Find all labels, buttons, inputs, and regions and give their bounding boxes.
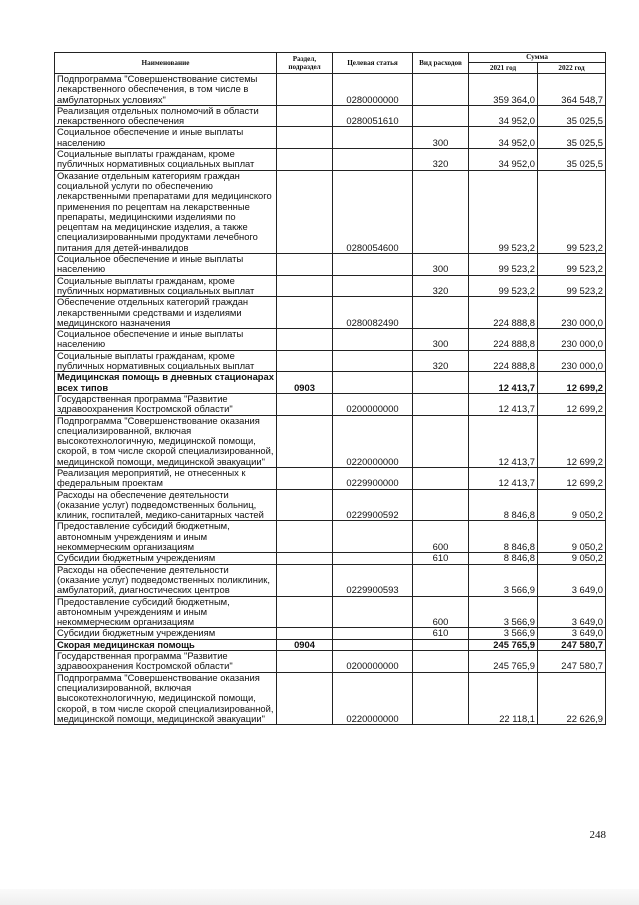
row-target	[333, 329, 413, 351]
row-section	[277, 74, 333, 106]
row-sum-2021: 34 952,0	[469, 127, 538, 149]
table-row	[55, 521, 606, 553]
row-section	[277, 415, 333, 467]
table-row	[55, 393, 606, 415]
table-header	[55, 53, 606, 74]
row-target: 0220000000	[333, 415, 413, 467]
table-row	[55, 170, 606, 253]
row-name: Социальное обеспечение и иные выплаты населению	[55, 329, 277, 351]
row-type: 300	[413, 254, 469, 276]
table-row	[55, 467, 606, 489]
row-sum-2022: 9 050,2	[538, 553, 606, 564]
row-target: 0229900593	[333, 564, 413, 596]
row-name: Предоставление субсидий бюджетным, автономным учреждениям и иным некоммерческим организациям	[55, 596, 277, 628]
row-section	[277, 275, 333, 297]
table-row	[55, 628, 606, 639]
row-type	[413, 639, 469, 650]
row-section	[277, 127, 333, 149]
row-sum-2022: 12 699,2	[538, 467, 606, 489]
row-type: 300	[413, 329, 469, 351]
row-section	[277, 149, 333, 171]
row-name: Социальные выплаты гражданам, кроме публичных нормативных социальных выплат	[55, 149, 277, 171]
row-sum-2022: 3 649,0	[538, 564, 606, 596]
row-sum-2022: 230 000,0	[538, 350, 606, 372]
row-sum-2021: 245 765,9	[469, 651, 538, 673]
row-type	[413, 105, 469, 127]
row-section	[277, 467, 333, 489]
row-name: Реализация отдельных полномочий в области лекарственного обеспечения	[55, 105, 277, 127]
row-target	[333, 350, 413, 372]
row-section	[277, 489, 333, 521]
row-target: 0220000000	[333, 672, 413, 724]
budget-sheet	[54, 52, 605, 725]
row-target: 0280000000	[333, 74, 413, 106]
row-sum-2022: 22 626,9	[538, 672, 606, 724]
budget-table	[54, 52, 606, 725]
row-type: 600	[413, 596, 469, 628]
row-type	[413, 170, 469, 253]
row-sum-2021: 34 952,0	[469, 149, 538, 171]
header-section: Раздел, подраздел	[277, 53, 333, 74]
row-section	[277, 596, 333, 628]
row-type: 600	[413, 521, 469, 553]
row-target	[333, 149, 413, 171]
scan-bottom-edge	[0, 889, 639, 905]
header-target: Целевая статья	[333, 53, 413, 74]
row-sum-2021: 3 566,9	[469, 628, 538, 639]
table-row	[55, 372, 606, 394]
row-target	[333, 127, 413, 149]
row-name: Скорая медицинская помощь	[55, 639, 277, 650]
row-type: 320	[413, 149, 469, 171]
row-type: 610	[413, 553, 469, 564]
row-section: 0903	[277, 372, 333, 394]
row-type: 300	[413, 127, 469, 149]
row-sum-2022: 99 523,2	[538, 254, 606, 276]
row-sum-2022: 35 025,5	[538, 149, 606, 171]
row-section	[277, 254, 333, 276]
row-section	[277, 672, 333, 724]
row-name: Подпрограмма "Совершенствование оказания специализированной, включая высокотехнологичную, медицинской помощи, скорой, в том числе скорой специализированной, медицинской помощи, медицинской эвакуации"	[55, 672, 277, 724]
table-row	[55, 297, 606, 329]
row-type	[413, 467, 469, 489]
row-target: 0280054600	[333, 170, 413, 253]
row-sum-2021: 12 413,7	[469, 415, 538, 467]
row-target: 0280051610	[333, 105, 413, 127]
row-sum-2022: 12 699,2	[538, 393, 606, 415]
table-row	[55, 564, 606, 596]
row-name: Реализация мероприятий, не отнесенных к федеральным проектам	[55, 467, 277, 489]
row-name: Оказание отдельным категориям граждан социальной услуги по обеспечению лекарственными препаратами для медицинского применения по рецептам на лекарственные препараты, медицинскими изделиями по рецептам на медицинские изделия, а также специализированными продуктами лечебного питания для детей-инвалидов	[55, 170, 277, 253]
row-sum-2022: 247 580,7	[538, 639, 606, 650]
header-sum: Сумма	[469, 53, 606, 63]
row-type: 610	[413, 628, 469, 639]
row-sum-2021: 3 566,9	[469, 596, 538, 628]
row-section	[277, 297, 333, 329]
row-sum-2021: 34 952,0	[469, 105, 538, 127]
row-sum-2021: 99 523,2	[469, 275, 538, 297]
row-sum-2022: 364 548,7	[538, 74, 606, 106]
row-name: Расходы на обеспечение деятельности (оказание услуг) подведомственных поликлиник, амбулаторий, диагностических центров	[55, 564, 277, 596]
row-type	[413, 489, 469, 521]
row-type	[413, 393, 469, 415]
row-sum-2021: 8 846,8	[469, 553, 538, 564]
row-name: Социальные выплаты гражданам, кроме публичных нормативных социальных выплат	[55, 275, 277, 297]
row-name: Социальные выплаты гражданам, кроме публичных нормативных социальных выплат	[55, 350, 277, 372]
table-row	[55, 596, 606, 628]
header-name: Наименование	[55, 53, 277, 74]
row-type	[413, 372, 469, 394]
row-name: Расходы на обеспечение деятельности (оказание услуг) подведомственных больниц, клиник, госпиталей, медико-санитарных частей	[55, 489, 277, 521]
table-row	[55, 639, 606, 650]
row-sum-2021: 245 765,9	[469, 639, 538, 650]
row-name: Государственная программа "Развитие здравоохранения Костромской области"	[55, 393, 277, 415]
table-row	[55, 489, 606, 521]
table-row	[55, 651, 606, 673]
table-row	[55, 350, 606, 372]
row-sum-2021: 8 846,8	[469, 521, 538, 553]
row-sum-2022: 230 000,0	[538, 329, 606, 351]
table-body	[55, 74, 606, 725]
row-section	[277, 105, 333, 127]
row-target: 0200000000	[333, 651, 413, 673]
row-sum-2022: 230 000,0	[538, 297, 606, 329]
row-target	[333, 639, 413, 650]
row-section	[277, 521, 333, 553]
row-target	[333, 254, 413, 276]
row-section	[277, 553, 333, 564]
page-number: 248	[589, 829, 606, 841]
row-section	[277, 393, 333, 415]
row-section	[277, 628, 333, 639]
row-sum-2021: 359 364,0	[469, 74, 538, 106]
row-sum-2022: 12 699,2	[538, 372, 606, 394]
row-sum-2021: 224 888,8	[469, 297, 538, 329]
row-sum-2021: 8 846,8	[469, 489, 538, 521]
table-row	[55, 254, 606, 276]
row-type: 320	[413, 350, 469, 372]
row-name: Государственная программа "Развитие здравоохранения Костромской области"	[55, 651, 277, 673]
row-name: Медицинская помощь в дневных стационарах всех типов	[55, 372, 277, 394]
row-target: 0229900592	[333, 489, 413, 521]
row-type: 320	[413, 275, 469, 297]
row-sum-2022: 35 025,5	[538, 105, 606, 127]
row-type	[413, 297, 469, 329]
row-name: Подпрограмма "Совершенствование системы лекарственного обеспечения, в том числе в амбулаторных условиях"	[55, 74, 277, 106]
row-type	[413, 564, 469, 596]
table-row	[55, 672, 606, 724]
table-row	[55, 329, 606, 351]
header-year-2021: 2021 год	[469, 63, 538, 74]
row-sum-2022: 247 580,7	[538, 651, 606, 673]
row-target	[333, 553, 413, 564]
row-name: Субсидии бюджетным учреждениям	[55, 628, 277, 639]
row-name: Предоставление субсидий бюджетным, автономным учреждениям и иным некоммерческим организациям	[55, 521, 277, 553]
row-section	[277, 170, 333, 253]
row-target	[333, 275, 413, 297]
table-row	[55, 553, 606, 564]
row-section	[277, 350, 333, 372]
row-sum-2022: 12 699,2	[538, 415, 606, 467]
table-row	[55, 74, 606, 106]
table-row	[55, 105, 606, 127]
row-target	[333, 372, 413, 394]
row-type	[413, 74, 469, 106]
row-section	[277, 564, 333, 596]
table-row	[55, 275, 606, 297]
row-name: Социальное обеспечение и иные выплаты населению	[55, 254, 277, 276]
row-sum-2022: 35 025,5	[538, 127, 606, 149]
row-type	[413, 415, 469, 467]
row-target	[333, 596, 413, 628]
row-sum-2021: 12 413,7	[469, 393, 538, 415]
row-sum-2022: 3 649,0	[538, 628, 606, 639]
row-sum-2022: 99 523,2	[538, 170, 606, 253]
row-name: Социальное обеспечение и иные выплаты населению	[55, 127, 277, 149]
row-sum-2021: 224 888,8	[469, 350, 538, 372]
row-type	[413, 672, 469, 724]
table-row	[55, 415, 606, 467]
row-section	[277, 651, 333, 673]
row-target: 0200000000	[333, 393, 413, 415]
header-year-2022: 2022 год	[538, 63, 606, 74]
row-sum-2021: 22 118,1	[469, 672, 538, 724]
row-name: Подпрограмма "Совершенствование оказания специализированной, включая высокотехнологичную, медицинской помощи, скорой, в том числе скорой специализированной, медицинской помощи, медицинской эвакуации"	[55, 415, 277, 467]
row-name: Обеспечение отдельных категорий граждан лекарственными средствами и изделиями медицинского назначения	[55, 297, 277, 329]
row-sum-2021: 3 566,9	[469, 564, 538, 596]
row-sum-2021: 12 413,7	[469, 372, 538, 394]
row-target: 0280082490	[333, 297, 413, 329]
table-row	[55, 149, 606, 171]
row-sum-2022: 99 523,2	[538, 275, 606, 297]
row-sum-2022: 3 649,0	[538, 596, 606, 628]
row-section	[277, 329, 333, 351]
row-name: Субсидии бюджетным учреждениям	[55, 553, 277, 564]
row-target	[333, 521, 413, 553]
table-row	[55, 127, 606, 149]
header-type: Вид расходов	[413, 53, 469, 74]
row-sum-2021: 99 523,2	[469, 254, 538, 276]
row-sum-2021: 224 888,8	[469, 329, 538, 351]
row-sum-2022: 9 050,2	[538, 489, 606, 521]
row-target: 0229900000	[333, 467, 413, 489]
row-sum-2022: 9 050,2	[538, 521, 606, 553]
row-sum-2021: 12 413,7	[469, 467, 538, 489]
row-type	[413, 651, 469, 673]
row-target	[333, 628, 413, 639]
row-sum-2021: 99 523,2	[469, 170, 538, 253]
row-section: 0904	[277, 639, 333, 650]
